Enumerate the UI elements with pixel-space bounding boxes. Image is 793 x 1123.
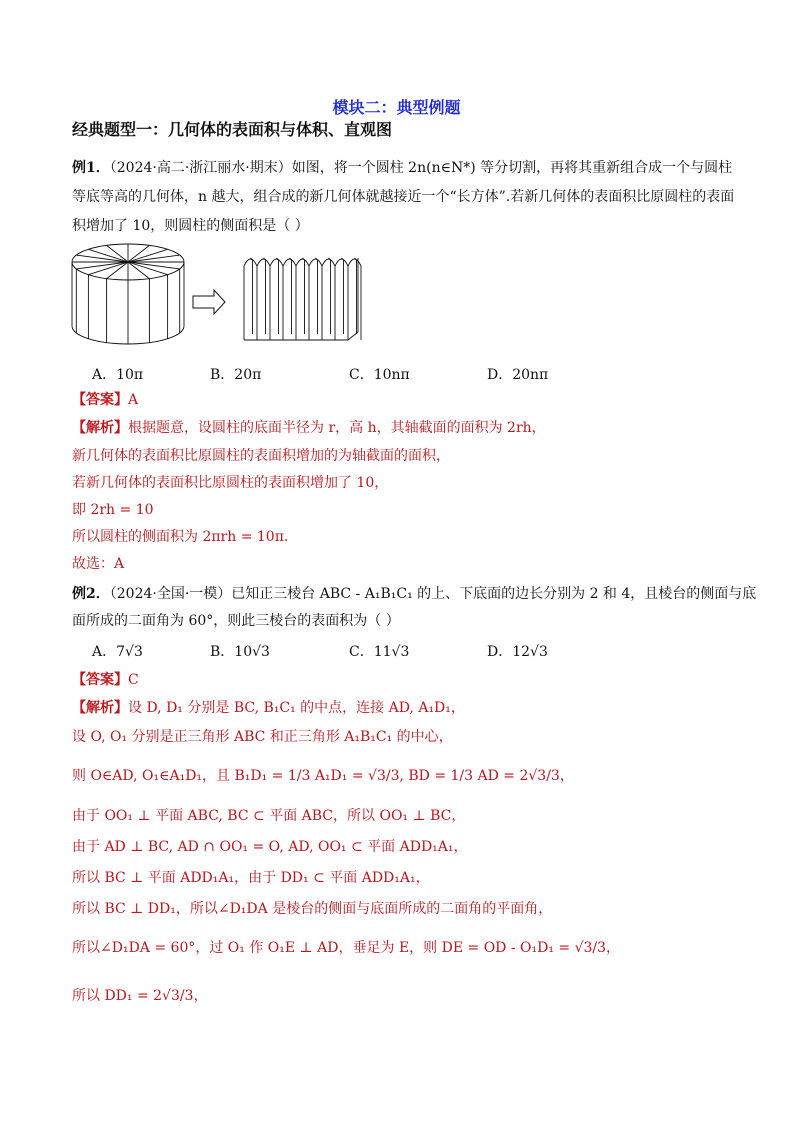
ex1-answer [72, 390, 138, 410]
wedge-top-arc [322, 259, 335, 266]
wedge-edge [303, 258, 305, 334]
wedge-edge [329, 258, 331, 334]
ex2-analysis-text1: 设 D, D₁ 分别是 BC, B₁C₁ 的中点，连接 AD, A₁D₁， [128, 700, 465, 716]
ex2-answer [72, 670, 139, 690]
cylinder-drawing [72, 244, 184, 344]
cylinder-cut-line [88, 249, 128, 262]
wedge-top-arc [270, 259, 283, 266]
cylinder-cut-line [128, 249, 168, 262]
wedge-top-arc [348, 259, 361, 266]
ex1-analysis-label: 【解析】 [72, 420, 128, 436]
ex1-choice-d: D．20nπ [487, 367, 549, 383]
ex1-analysis-line5: 所以圆柱的侧面积为 2πrh = 10π. [72, 529, 289, 545]
ex2-line2: 面所成的二面角为 60°，则此三棱台的表面积为（ ） [72, 613, 400, 629]
wedge-edge [342, 258, 344, 334]
ex2-answer-value: C [128, 672, 139, 688]
ex2-line1 [72, 584, 756, 604]
wedge-top-arc [309, 259, 322, 266]
ex1-answer-label: 【答案】 [72, 392, 128, 408]
ex2-answer-label: 【答案】 [72, 672, 128, 688]
reassembled-box [244, 258, 361, 340]
ex1-text-line1: （2024·高二·浙江丽水·期末）如图，将一个圆柱 2n(n∈N*) 等分切割，再将其重新组合成一个与圆柱 [109, 160, 733, 176]
wedge-top-arc [296, 259, 309, 266]
section-title: 经典题型一：几何体的表面积与体积、直观图 [72, 120, 393, 139]
ex2-text-line1: （2024·全国·一模）已知正三棱台 ABC - A₁B₁C₁ 的上、下底面的边长分别为 2 和 4，且棱台的侧面与底 [109, 586, 757, 602]
ex1-choice-c: C．10nπ [349, 367, 410, 383]
ex2-analysis-line2: 设 O, O₁ 分别是正三角形 ABC 和正三角形 A₁B₁C₁ 的中心， [72, 729, 453, 745]
ex2-analysis-line7: 所以 BC ⊥ DD₁，所以∠D₁DA 是棱台的侧面与底面所成的二面角的平面角， [72, 901, 553, 917]
ex1-answer-value: A [128, 392, 139, 408]
module-title: 模块二：典型例题 [332, 98, 461, 117]
ex2-analysis-line8: 所以∠D₁DA = 60°，过 O₁ 作 O₁E ⊥ AD，垂足为 E，则 DE = OD - O₁D₁ = √3/3， [72, 940, 621, 956]
ex2-analysis-line9: 所以 DD₁ = 2√3/3， [72, 988, 208, 1004]
wedge-top-arc [257, 259, 270, 266]
wedge-edge [316, 258, 318, 334]
cylinder-figure [68, 240, 368, 352]
ex2-analysis-line3: 则 O∈AD, O₁∈A₁D₁，且 B₁D₁ = 1/3 A₁D₁ = √3/3, BD = 1/3 AD = 2√3/3， [72, 768, 574, 784]
ex1-analysis-line3: 若新几何体的表面积比原圆柱的表面积增加了 10， [72, 475, 389, 491]
wedge-edge [277, 258, 279, 334]
wedge-edge [251, 258, 253, 334]
wedge-edge [290, 258, 292, 334]
ex1-analysis-line1 [72, 418, 546, 438]
ex1-label: 例1． [72, 160, 110, 176]
cylinder-cut-line [128, 262, 168, 275]
cylinder-cut-line [88, 262, 128, 275]
wedge-top-arc [244, 259, 257, 266]
wedge-top-arc [283, 259, 296, 266]
ex2-choice-d: D．12√3 [487, 644, 548, 660]
ex2-analysis-label: 【解析】 [72, 700, 128, 716]
ex2-label: 例2． [72, 586, 110, 602]
ex2-choice-c: C．11√3 [349, 644, 410, 660]
ex1-line1 [72, 158, 732, 178]
wedge-edge [355, 258, 357, 334]
ex1-choice-a: A．10π [92, 367, 144, 383]
ex1-line3: 积增加了 10，则圆柱的侧面积是（ ） [72, 218, 309, 234]
wedge-top-arc [335, 259, 348, 266]
ex2-analysis-line5: 由于 AD ⊥ BC, AD ∩ OO₁ = O, AD, OO₁ ⊂ 平面 ADD₁A₁， [72, 839, 468, 855]
ex2-analysis-line6: 所以 BC ⊥ 平面 ADD₁A₁，由于 DD₁ ⊂ 平面 ADD₁A₁， [72, 870, 430, 886]
ex1-choice-b: B．20π [210, 367, 262, 383]
ex1-analysis-line4: 即 2rh = 10 [72, 502, 154, 518]
ex2-choice-b: B．10√3 [210, 644, 270, 660]
ex2-choice-a: A．7√3 [92, 644, 143, 660]
wedge-edge [264, 258, 266, 334]
ex1-analysis-line2: 新几何体的表面积比原圆柱的表面积增加的为轴截面的面积， [72, 448, 450, 464]
ex2-analysis-line1 [72, 698, 465, 718]
ex1-conclusion: 故选：A [72, 556, 125, 572]
arrow-right-icon [193, 290, 225, 314]
ex2-analysis-line4: 由于 OO₁ ⊥ 平面 ABC, BC ⊂ 平面 ABC，所以 OO₁ ⊥ BC， [72, 808, 466, 824]
ex1-analysis-text1: 根据题意，设圆柱的底面半径为 r，高 h，其轴截面的面积为 2rh， [128, 420, 546, 436]
ex1-line2: 等底等高的几何体，n 越大，组合成的新几何体就越接近一个“长方体”.若新几何体的表面积比原圆柱的表面 [72, 189, 735, 205]
